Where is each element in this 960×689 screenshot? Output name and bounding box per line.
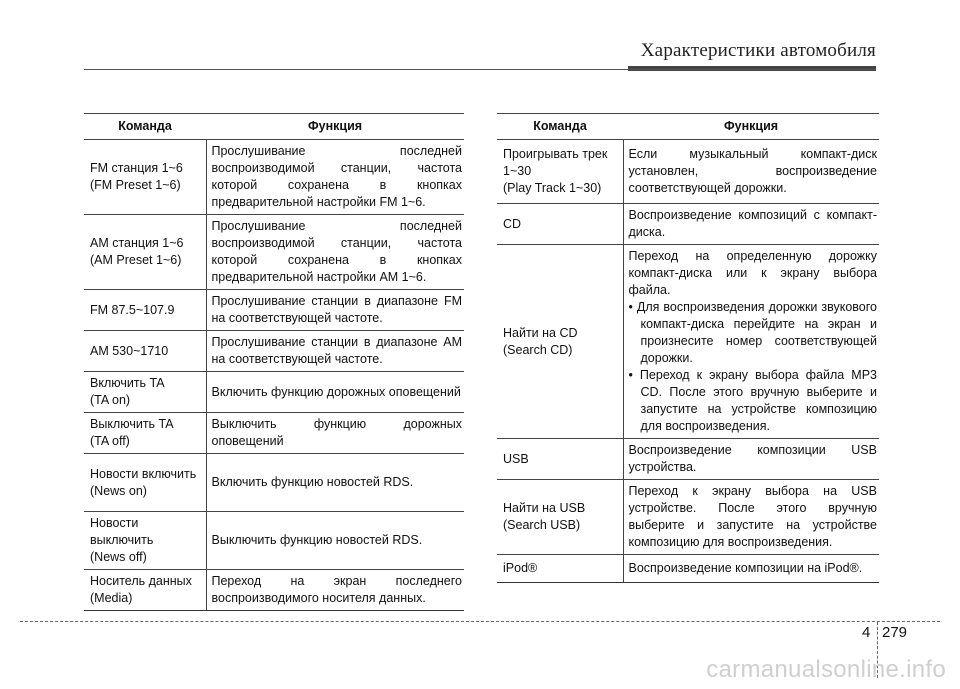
function-cell (623, 480, 879, 555)
right-command-table (497, 113, 879, 583)
command-cell: AM 530~1710 (84, 331, 206, 372)
command-cell: Новости выключить (News off) (84, 512, 206, 570)
command-cell: Найти на CD (Search CD) (497, 245, 623, 439)
function-text: Воспроизведение композиции на iPod®. (628, 561, 863, 575)
command-cell: CD (497, 204, 623, 245)
table-row (84, 290, 464, 331)
column-header-function: Функция (206, 114, 464, 140)
function-cell: Прослушивание последней воспроизводимой станции, частота которой сохранена в кнопках предварительной настройки FM 1~6. (206, 140, 464, 215)
table-row (497, 204, 879, 245)
left-command-table (84, 113, 464, 611)
bullet-item: • Переход к экрану выбора файла MP3 CD. После этого вручную выберите и запустите на устройстве композицию для воспроизведения. (628, 368, 877, 433)
command-cell: Носитель данных (Media) (84, 570, 206, 611)
command-cell: Включить TA (TA on) (84, 372, 206, 413)
function-cell: Прослушивание последней воспроизводимой станции, частота которой сохранена в кнопках предварительной настройки AM 1~6. (206, 215, 464, 290)
chapter-number: 4 (862, 624, 871, 641)
command-cell: Выключить TA (TA off) (84, 413, 206, 454)
table-header-row (84, 114, 464, 140)
table-header-row (497, 114, 879, 140)
table-row (84, 454, 464, 512)
function-cell: Выключить функцию дорожных оповещений (206, 413, 464, 454)
function-text: Переход к экрану выбора на USB устройстве. После этого вручную выберите и запустите на устройстве композицию для воспроизведения. (628, 484, 877, 549)
function-text: Переход на определенную дорожку компакт-диска или к экрану выбора файла. (628, 249, 877, 297)
header-rule (84, 69, 876, 70)
column-header-command: Команда (497, 114, 623, 140)
table-row (84, 331, 464, 372)
function-cell (623, 140, 879, 204)
function-text: Если музыкальный компакт-диск установлен, воспроизведение соответствующей дорожки. (628, 147, 877, 195)
command-cell: Новости включить (News on) (84, 454, 206, 512)
function-cell (623, 439, 879, 480)
function-cell: Прослушивание станции в диапазоне FM на соответствующей частоте. (206, 290, 464, 331)
table-row (497, 480, 879, 555)
table-row (497, 245, 879, 439)
command-cell: iPod® (497, 555, 623, 583)
function-cell (623, 204, 879, 245)
page-title: Характеристики автомобиля (640, 40, 876, 61)
command-cell: AM станция 1~6 (AM Preset 1~6) (84, 215, 206, 290)
function-cell: Включить функцию новостей RDS. (206, 454, 464, 512)
table-row (84, 413, 464, 454)
table-row (497, 140, 879, 204)
table-row (84, 140, 464, 215)
function-text: Воспроизведение композиций с компакт-диска. (628, 208, 877, 239)
function-cell (623, 245, 879, 439)
table-row (84, 372, 464, 413)
function-text: Воспроизведение композиции USB устройства. (628, 443, 877, 474)
table-row (84, 512, 464, 570)
table-row (497, 555, 879, 583)
footer-rule (20, 621, 940, 622)
command-cell: Найти на USB (Search USB) (497, 480, 623, 555)
function-cell (623, 555, 879, 583)
command-cell: Проигрывать трек 1~30 (Play Track 1~30) (497, 140, 623, 204)
function-cell: Переход на экран последнего воспроизводимого носителя данных. (206, 570, 464, 611)
function-cell: Прослушивание станции в диапазоне AM на соответствующей частоте. (206, 331, 464, 372)
function-cell: Выключить функцию новостей RDS. (206, 512, 464, 570)
command-cell: FM 87.5~107.9 (84, 290, 206, 331)
table-row (84, 215, 464, 290)
page-number: 279 (882, 624, 908, 641)
column-header-command: Команда (84, 114, 206, 140)
command-cell: USB (497, 439, 623, 480)
command-cell: FM станция 1~6 (FM Preset 1~6) (84, 140, 206, 215)
column-header-function: Функция (623, 114, 879, 140)
table-row (84, 570, 464, 611)
table-row (497, 439, 879, 480)
bullet-item: • Для воспроизведения дорожки звукового компакт-диска перейдите на экран и произнесите номер соответствующей дорожки. (628, 300, 877, 365)
function-cell: Включить функцию дорожных оповещений (206, 372, 464, 413)
watermark: carmanualsonline.info (706, 656, 946, 683)
